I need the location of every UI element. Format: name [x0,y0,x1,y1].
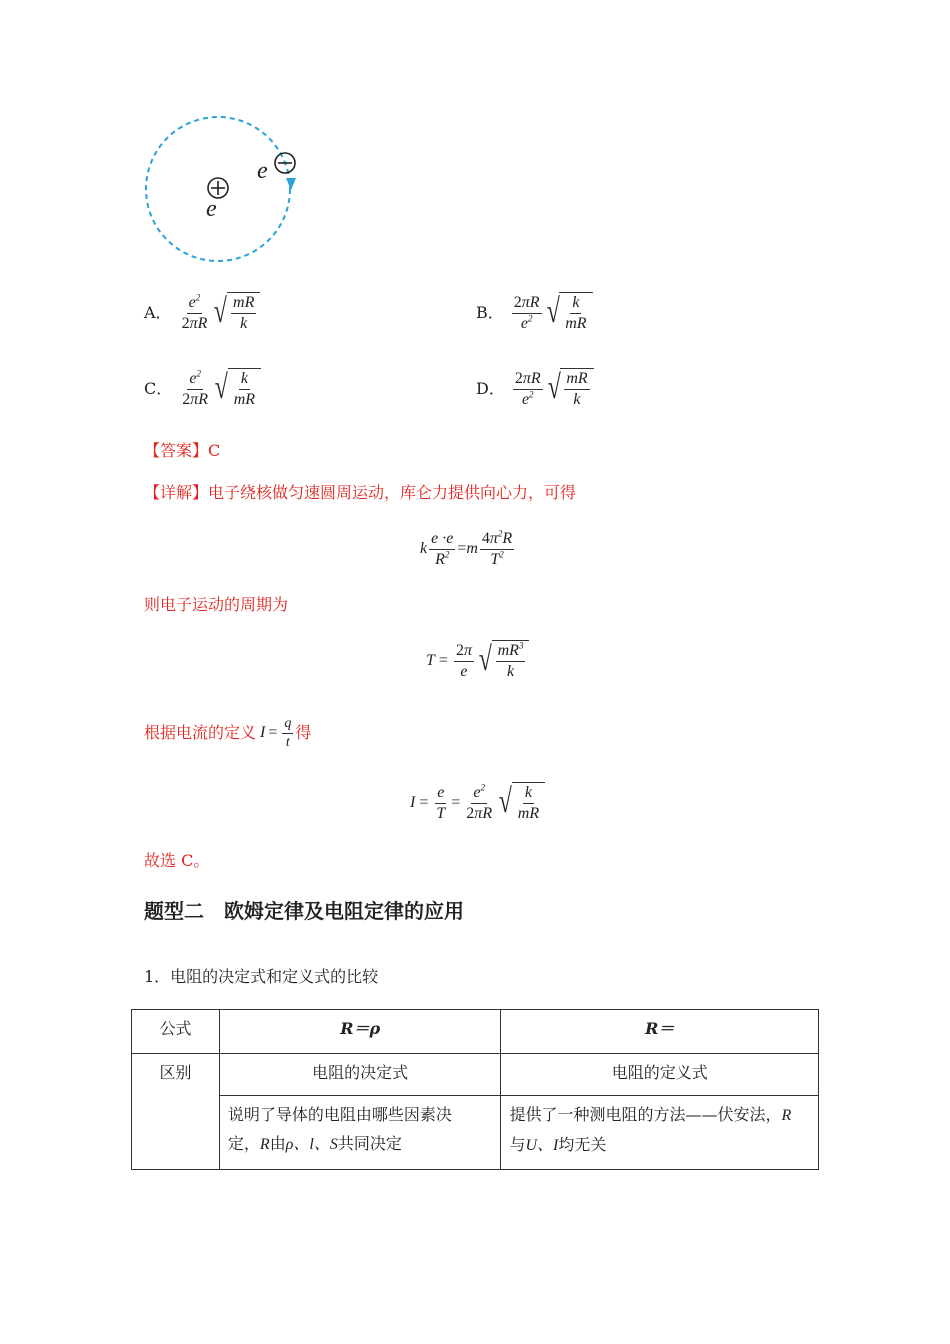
option-b-formula: $\frac{2\pi R}{e^2}$ √ $\frac{k}{mR}$ [510,292,593,334]
orbit-diagram [140,110,310,270]
option-c-formula: $\frac{e^2}{2\pi R}$ √ $\frac{k}{mR}$ [178,368,261,410]
row-label-difference: 区别 [132,1054,220,1170]
table-row [132,1054,819,1096]
equation-period: T = $\frac{2\pi}{e}$ √ $\frac{mR^3}{k}$ [426,636,529,686]
equation-coulomb: k $\frac{e \cdot e}{R^2}$ = m $\frac{4\pi^2R}{T^2}$ [420,528,513,568]
detail-text: 电子绕核做匀速圆周运动，库仑力提供向心力，可得 [208,483,577,502]
section-title: 题型二 欧姆定律及电阻定律的应用 [144,899,464,923]
equation-current: I = $\frac{e}{T}$ = $\frac{e^2}{2\pi R}$ √ $\frac{k}{mR}$ [410,778,545,828]
current-definition-line: 根据电流的定义 I = $\frac{q}{t}$ 得 [144,715,312,750]
table-row [132,1010,819,1054]
row-label-formula: 公式 [132,1010,220,1054]
answer-line [144,440,220,462]
detail-line [144,482,576,504]
nucleus-plus-icon [208,178,228,198]
definition-description: 提供了一种测电阻的方法——伏安法，R 与U、I均无关 [501,1096,819,1170]
option-b-label: B． [476,303,504,322]
option-c[interactable] [144,364,261,414]
comparison-table [131,1009,819,1170]
definition-name: 电阻的定义式 [501,1054,819,1096]
option-a-label: A． [144,303,172,322]
conclusion-text: 故选 C。 [144,851,210,870]
electron-minus-icon [275,153,295,173]
option-d-formula: $\frac{2\pi R}{e^2}$ √ $\frac{mR}{k}$ [511,368,594,410]
detail-tag: 【详解】 [144,483,209,502]
formula-decisive: R＝ρ [219,1010,501,1054]
answer-value: C [208,441,221,460]
formula-definition: R＝ [501,1010,819,1054]
current-suffix: 得 [295,723,312,742]
table-row [132,1096,819,1170]
option-c-label: C． [144,379,173,398]
option-d[interactable] [476,364,594,414]
period-text: 则电子运动的周期为 [144,595,289,614]
decisive-description: 说明了导体的电阻由哪些因素决 定，R由ρ、l、S共同决定 [219,1096,501,1170]
option-a-formula: $\frac{e^2}{2\pi R}$ √ $\frac{mR}{k}$ [178,292,261,334]
decisive-name: 电阻的决定式 [219,1054,501,1096]
option-b[interactable] [476,288,593,338]
subsection-title: 1．电阻的决定式和定义式的比较 [144,967,379,986]
electron-label: e [257,158,268,184]
option-a[interactable] [144,288,260,338]
direction-arrow-icon [286,178,296,190]
nucleus-label: e [206,196,217,222]
option-d-label: D． [476,379,505,398]
answer-tag: 【答案】 [144,441,209,460]
current-prefix: 根据电流的定义 [144,723,257,742]
